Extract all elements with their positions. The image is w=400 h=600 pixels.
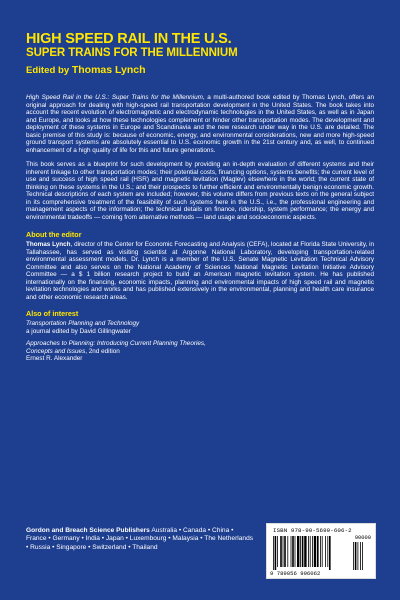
book-subtitle: SUPER TRAINS FOR THE MILLENNIUM <box>26 47 238 59</box>
about-editor-heading: About the editor <box>26 230 82 239</box>
about-editor-paragraph <box>26 241 374 301</box>
editor-prefix: Edited by <box>26 65 72 76</box>
publisher-block <box>26 527 254 552</box>
description-text-1: , a multi-authored book edited by Thomas Lynch, offers an original approach for dealing with high-speed rail transportation development in the United States. The book takes into account the recent evolution of electromagnetic and electrodynamic technologies in the United States, as well as in Japan and Europe, and looks at how these technologies complement or hinder other transportation modes. The development and deployment of these systems in Europe and Scandinavia and the new research under way in the U.S. are detailed. The basic premise of this study is: because of economic, energy, and environmental considerations, new and more high-speed ground transport systems are absolutely essential to U.S. economic growth in the 21st century and, as well, to continued enhancement of a high quality of life for this and future generations. <box>26 94 375 154</box>
interest-item-2-title: Approaches to Planning: Introducing Current Planning Theories, <box>26 340 206 347</box>
isbn-number: ISBN 978-90-5699-606-2 <box>273 527 352 534</box>
interest-item-1-desc: a journal edited by David Gillingwater <box>26 327 131 335</box>
publisher-name: Gordon and Breach Science Publishers <box>26 527 150 534</box>
interest-item-2-author: Ernest R. Alexander <box>26 355 83 362</box>
about-editor-text: , director of the Center for Economic Forecasting and Analysis (CEFA), located at Florida State University, in Tallahassee, has served as visiting scientist at Argonne National Laboratory, developing transportation-related environmental assessment models. Dr. Lynch is a member of the U.S. Senate Magnetic Levitation Technical Advisory Committee and also serves on the National Academy of Sciences National Magnetic Levitation Initiative Advisory Committee — a $ 1 billion research project to build an American magnetic levitation system. He has published internationally on the financing, economic impacts, planning and environmental impacts of high speed rail and magnetic levitation technologies and works and has published extensively in the environmental, planning and health care insurance and other economic research areas. <box>26 241 375 301</box>
about-editor-name: Thomas Lynch <box>26 241 71 248</box>
description-paragraph-1 <box>26 94 374 154</box>
interest-item-1-title: Transportation Planning and Technology <box>26 320 140 327</box>
price-code: 90000 <box>354 535 371 541</box>
book-title: HIGH SPEED RAIL IN THE U.S. <box>26 31 232 47</box>
interest-item-2-title-cont: Concepts and Issues, 2nd edition <box>26 347 120 355</box>
description-paragraph-2: This book serves as a blueprint for such development by providing an in-depth evaluation of different systems and their inherent linkage to other transportation modes; their potential costs, financing options, systems benefits; the current level of use and success of high speed rail (HSR) and magnetic levitation (Maglev) elsewhere in the world; the current state of thinking on these systems in the U.S.; and their prospects to further efficient and environmentally benign economic growth. Technical descriptions of each system are included; however, this volume differs from previous texts on the general subject in its comprehensive treatment of the feasibility of such systems here in the U.S., i.e., the professional engineering and management aspects of the information; the technical details on finance, ridership, system performance; the energy and environmental tradeoffs — coming from alternative methods — land usage and socioeconomic aspects. <box>26 161 374 221</box>
publisher-places: Australia • Canada • China • France • Germany • India • Japan • Luxembourg • Malaysia • The Netherlands • Russia • Singapore • Switzerland • Thailand <box>26 527 254 551</box>
description-book-title: High Speed Rail in the U.S.: Super Trains for the Millennium <box>26 94 203 101</box>
editor-name: Thomas Lynch <box>71 64 146 76</box>
editor-line <box>26 64 374 77</box>
also-of-interest-heading: Also of interest <box>26 309 79 318</box>
barcode-bars <box>273 536 373 570</box>
barcode <box>266 523 376 579</box>
barcode-digits: 9 789056 996062 <box>270 570 321 577</box>
also-of-interest-list <box>26 320 374 363</box>
